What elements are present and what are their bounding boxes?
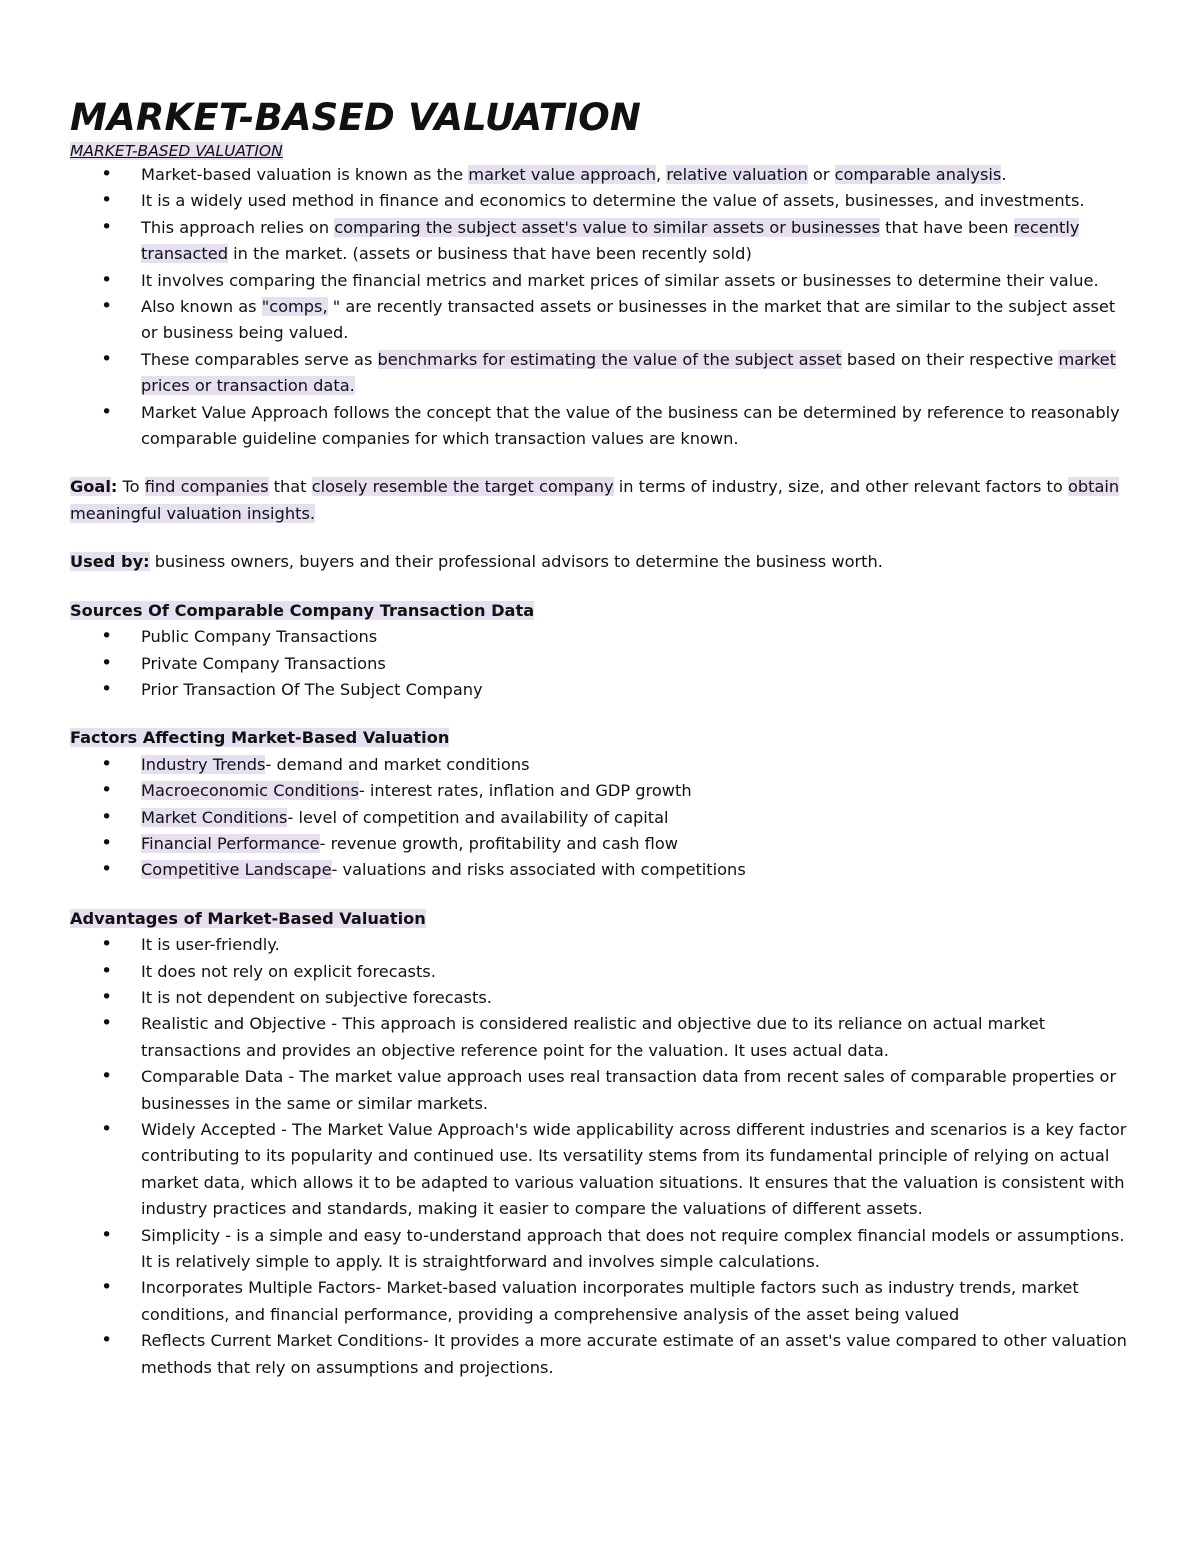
list-item: • Realistic and Objective - This approach is considered realistic and objective due to its reliance on actual market transactions and provides an objective reference point for the valuation. It uses actual data.	[70, 1011, 1135, 1064]
factor-term: Market Conditions	[141, 807, 288, 827]
factors-heading: Factors Affecting Market-Based Valuation	[70, 728, 450, 748]
advantages-list	[70, 932, 1135, 1381]
list-item: • Also known as "comps, " are recently transacted assets or businesses in the market that are similar to the subject asset or business being valued.	[70, 294, 1135, 347]
list-item: • These comparables serve as benchmarks for estimating the value of the subject asset based on their respective market prices or transaction data.	[70, 347, 1135, 400]
highlight: market value approach	[468, 165, 657, 184]
highlight: comparable analysis	[834, 165, 1002, 184]
document-title: MARKET-BASED VALUATION	[70, 96, 642, 139]
factors-list	[70, 752, 1135, 884]
sources-heading: Sources Of Comparable Company Transaction Data	[70, 600, 535, 620]
list-item: • It does not rely on explicit forecasts.	[70, 959, 1135, 985]
list-item: • Comparable Data - The market value approach uses real transaction data from recent sales of comparable properties or businesses in the same or similar markets.	[70, 1064, 1135, 1117]
list-item: • Financial Performance- revenue growth, profitability and cash flow	[70, 831, 1135, 857]
list-item: • It involves comparing the financial metrics and market prices of similar assets or businesses to determine their value.	[70, 268, 1135, 294]
highlight: comparing the subject asset's value to similar assets or businesses	[334, 217, 880, 237]
list-item: • Private Company Transactions	[70, 651, 1135, 677]
list-item: • Market Conditions- level of competition and availability of capital	[70, 805, 1135, 831]
sources-list	[70, 624, 1135, 703]
highlight: obtain meaningful valuation insights.	[70, 477, 1120, 523]
factor-term: Industry Trends	[141, 754, 266, 774]
section-title-text: MARKET-BASED VALUATION	[70, 142, 283, 160]
list-item: • It is not dependent on subjective forecasts.	[70, 985, 1135, 1011]
list-item: • Competitive Landscape- valuations and risks associated with competitions	[70, 857, 1135, 883]
list-item: • This approach relies on comparing the subject asset's value to similar assets or businesses that have been recently transacted in the market. (assets or business that have been recently sold)	[70, 215, 1135, 268]
factor-term: Competitive Landscape	[141, 860, 332, 880]
list-item: • Prior Transaction Of The Subject Company	[70, 677, 1135, 703]
list-item: • Market Value Approach follows the concept that the value of the business can be determined by reference to reasonably comparable guideline companies for which transaction values are known.	[70, 400, 1135, 453]
highlight: benchmarks for estimating the value of the subject asset	[377, 349, 842, 369]
list-item: • Public Company Transactions	[70, 624, 1135, 650]
highlight: find companies	[144, 477, 269, 497]
list-item: • Widely Accepted - The Market Value Approach's wide applicability across different industries and scenarios is a key factor contributing to its popularity and continued use. Its versatility stems from its fundamental principle of relying on actual market data, which allows it to be adapted to various valuation situations. It ensures that the valuation is consistent with industry practices and standards, making it easier to compare the valuations of different assets.	[70, 1117, 1135, 1223]
list-item: • Simplicity - is a simple and easy to-understand approach that does not require complex financial models or assumptions. It is relatively simple to apply. It is straightforward and involves simple calculations.	[70, 1223, 1135, 1276]
goal-label: Goal	[70, 477, 111, 497]
highlight: market prices or transaction data.	[141, 349, 1116, 396]
highlight: recently transacted	[141, 217, 1080, 264]
list-item: • Incorporates Multiple Factors- Market-based valuation incorporates multiple factors such as industry trends, market conditions, and financial performance, providing a comprehensive analysis of the asset being valued	[70, 1275, 1135, 1328]
highlight: relative valuation	[666, 165, 808, 184]
list-item: • Market-based valuation is known as the market value approach, relative valuation or comparable analysis.	[70, 162, 1135, 188]
advantages-heading: Advantages of Market-Based Valuation	[70, 908, 426, 928]
used-by-paragraph: Used by: business owners, buyers and their professional advisors to determine the business worth.	[70, 552, 883, 572]
factor-term: Macroeconomic Conditions	[141, 781, 359, 801]
document-body	[70, 96, 1135, 1381]
highlight: closely resemble the target company	[311, 477, 614, 497]
used-by-label: Used by:	[70, 552, 150, 572]
intro-list	[70, 162, 1135, 452]
section-title	[70, 140, 1135, 162]
goal-paragraph: Goal: To find companies that closely resemble the target company in terms of industry, size, and other relevant factors to obtain meaningful valuation insights.	[70, 477, 1120, 523]
factor-term: Financial Performance	[141, 833, 320, 853]
list-item: • Macroeconomic Conditions- interest rates, inflation and GDP growth	[70, 778, 1135, 804]
highlight: "comps,	[261, 297, 328, 317]
list-item: • Industry Trends- demand and market conditions	[70, 752, 1135, 778]
list-item: • Reflects Current Market Conditions- It provides a more accurate estimate of an asset's value compared to other valuation methods that rely on assumptions and projections.	[70, 1328, 1135, 1381]
list-item: • It is a widely used method in finance and economics to determine the value of assets, businesses, and investments.	[70, 188, 1135, 214]
list-item: • It is user-friendly.	[70, 932, 1135, 958]
